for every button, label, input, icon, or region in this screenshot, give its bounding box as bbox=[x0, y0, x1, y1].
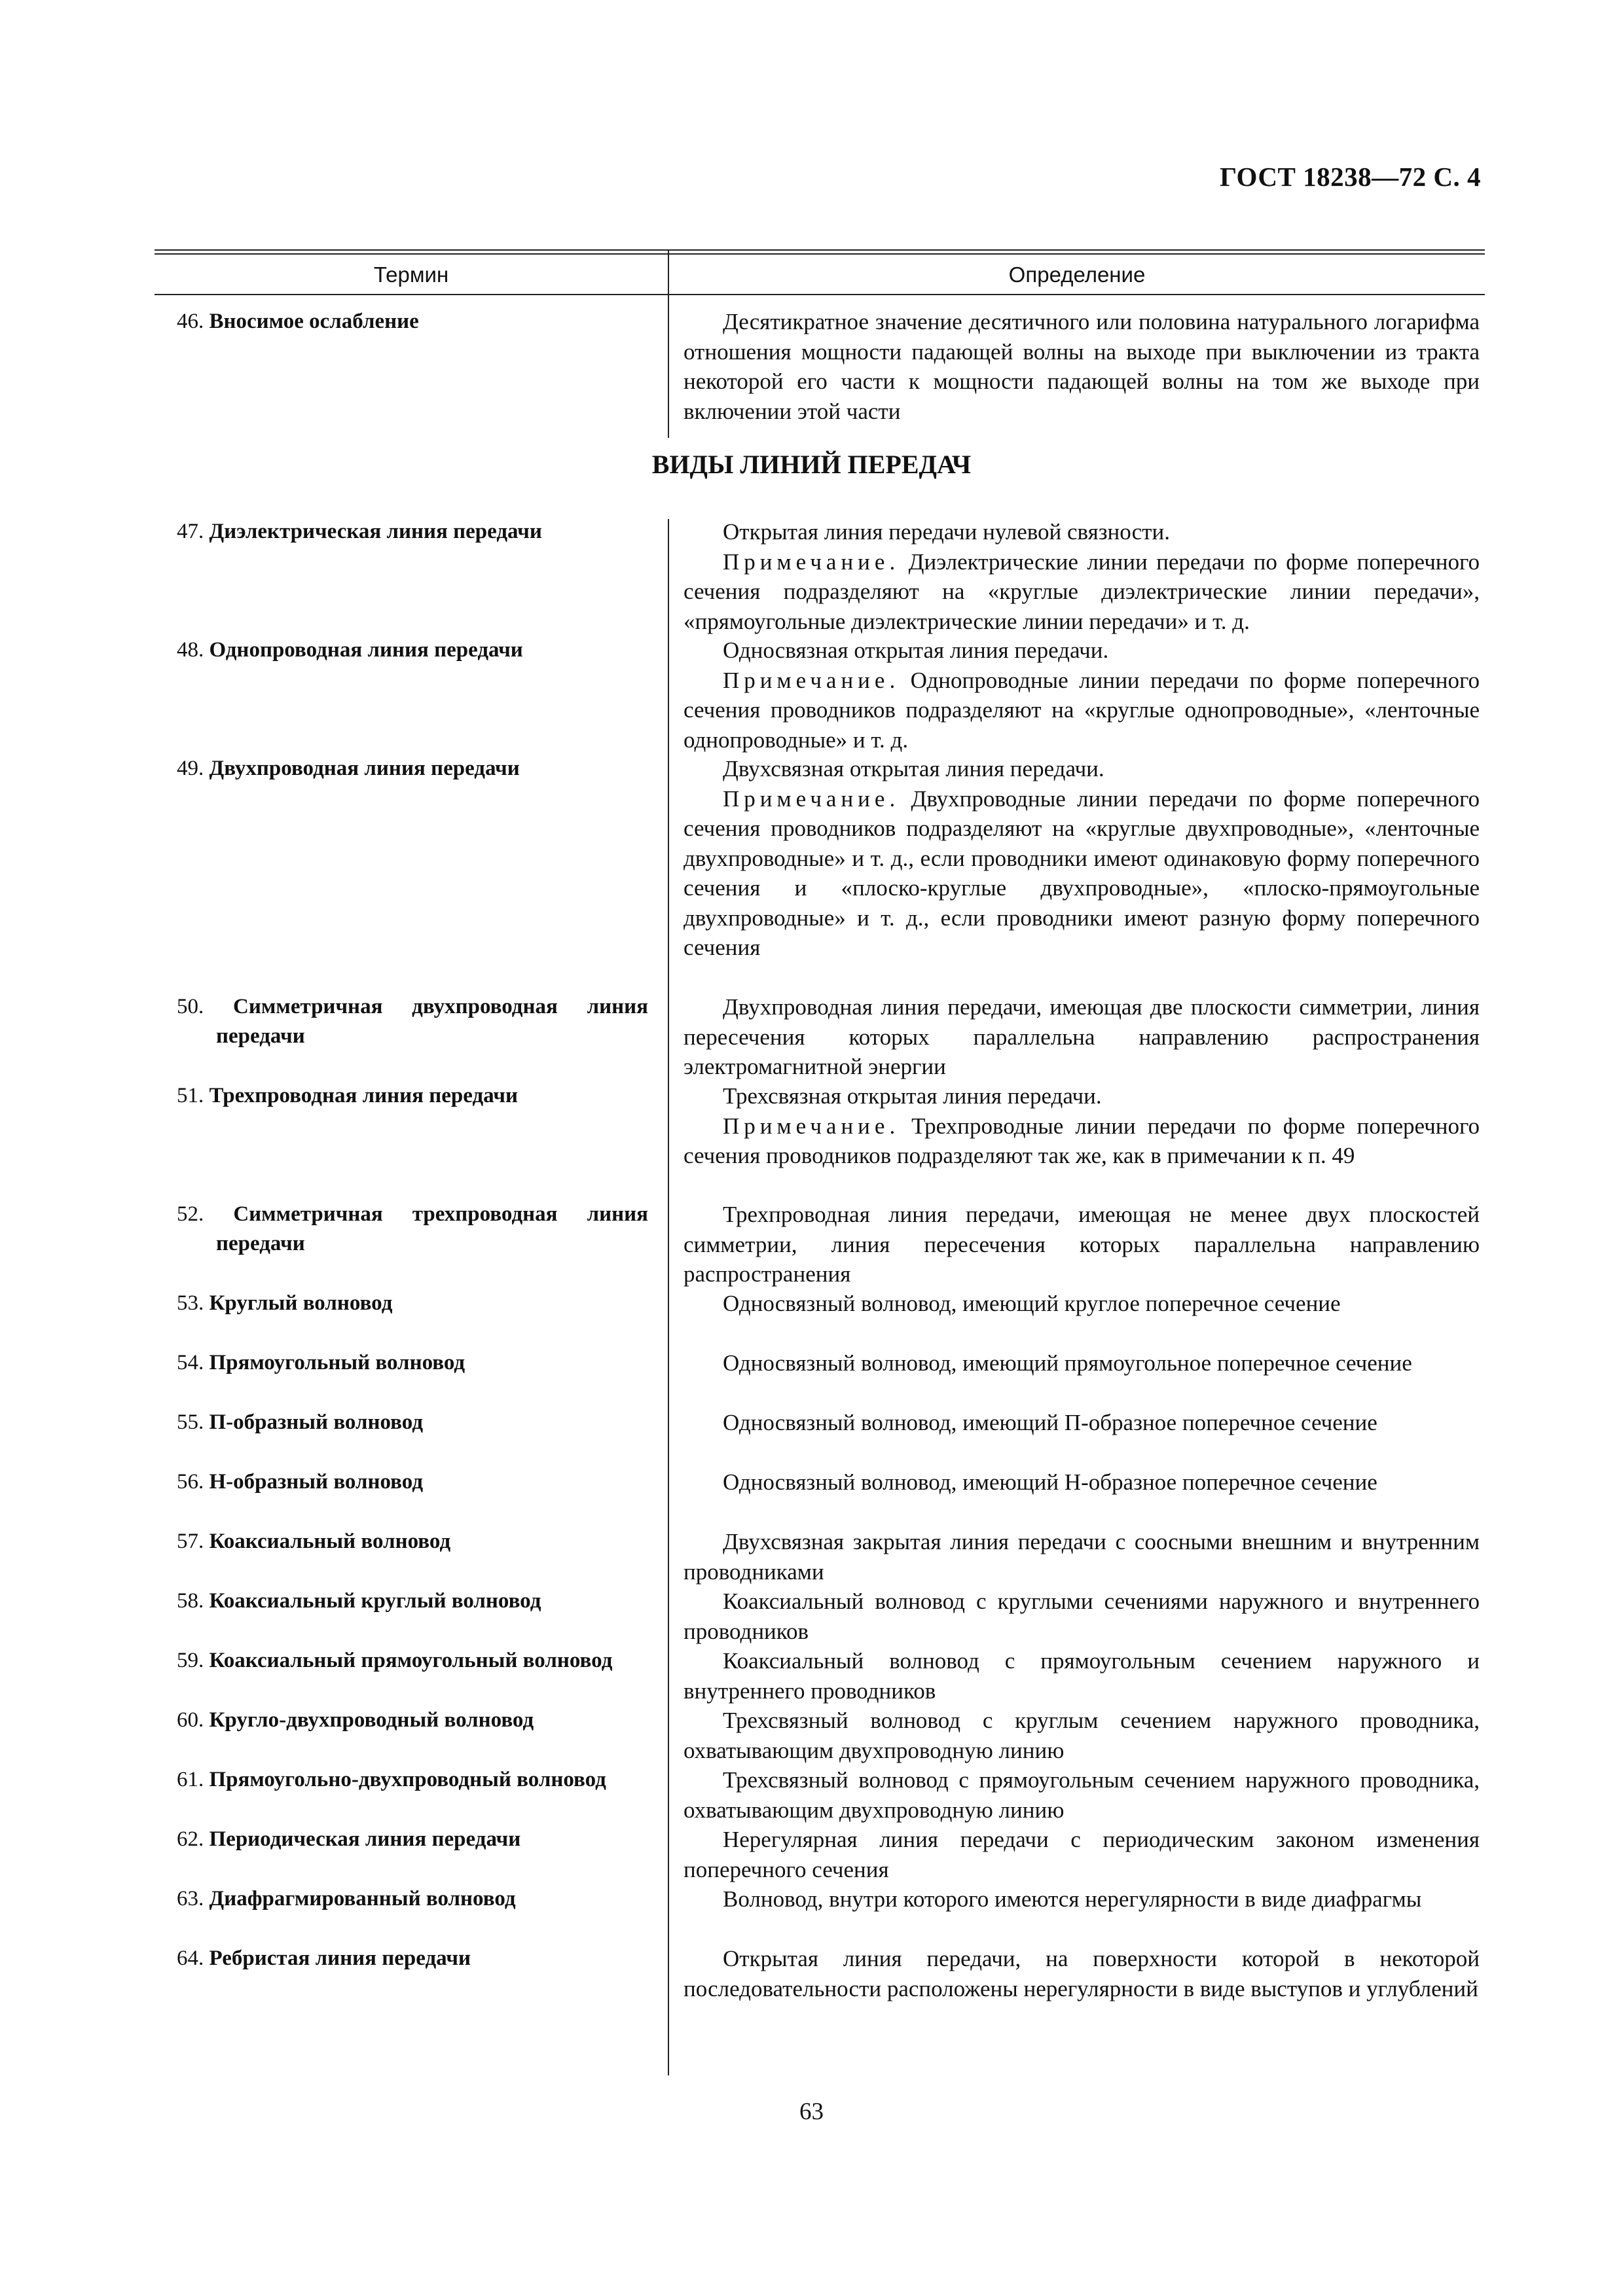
document-reference: ГОСТ 18238—72 С. 4 bbox=[1219, 162, 1481, 192]
definition-cell: Нерегулярная линия передачи с периодическим законом изменения поперечного сечения bbox=[684, 1827, 1480, 1882]
note-label: Примечание. bbox=[723, 667, 900, 693]
definition-cell: Волновод, внутри которого имеются нерегулярности в виде диафрагмы bbox=[723, 1886, 1422, 1912]
term-cell: 60. Кругло-двухпроводный волновод bbox=[177, 1708, 534, 1732]
definition-cell: Односвязный волновод, имеющий Н-образное поперечное сечение bbox=[723, 1469, 1377, 1495]
definition-cell: Двухпроводная линия передачи, имеющая две плоскости симметрии, линия пересечения которых параллельна направлению распространения электромагнитной энергии bbox=[684, 994, 1480, 1079]
term-cell: 51. Трехпроводная линия передачи bbox=[177, 1084, 518, 1107]
note-label: Примечание. bbox=[723, 548, 900, 575]
section-title: ВИДЫ ЛИНИЙ ПЕРЕДАЧ bbox=[651, 450, 972, 479]
term-cell: 54. Прямоугольный волновод bbox=[177, 1351, 465, 1374]
table-top-rule-double bbox=[155, 253, 1485, 255]
definition-cell: Односвязный волновод, имеющий прямоугольное поперечное сечение bbox=[723, 1350, 1412, 1376]
note-label: Примечание. bbox=[723, 785, 900, 812]
definition-cell: Двухсвязная закрытая линия передачи с соосными внешним и внутренним проводниками bbox=[684, 1529, 1480, 1585]
term-cell: 58. Коаксиальный круглый волновод bbox=[177, 1589, 541, 1613]
term-cell: 50. Симметричная двухпроводная линия передачи bbox=[177, 995, 648, 1048]
term-cell: 57. Коаксиальный волновод bbox=[177, 1530, 451, 1553]
note-label: Примечание. bbox=[723, 1113, 900, 1139]
term-cell: 55. П-образный волновод bbox=[177, 1410, 424, 1434]
terms-table bbox=[155, 249, 1485, 2075]
definition-cell: Коаксиальный волновод с круглыми сечениями наружного и внутреннего проводников bbox=[684, 1588, 1480, 1644]
definition-cell: Односвязный волновод, имеющий П-образное поперечное сечение bbox=[723, 1410, 1377, 1435]
definition-cell: Открытая линия передачи, на поверхности которой в некоторой последовательности расположены нерегулярности в виде выступов и углублений bbox=[684, 1946, 1480, 2001]
definition-cell: Двухсвязная открытая линия передачи. Примечание. Двухпроводные линии передачи по форме поперечного сечения проводников подразделяют на «круглые двухпроводные», «ленточные двухпроводные» и т. д., если проводники имеют одинаковую форму поперечного сечения и «плоско-круглые двухпроводные», «плоско-прямоугольные двухпроводные» и т. д., если проводники имеют разную форму поперечного сечения bbox=[684, 756, 1480, 960]
column-header-definition: Определение bbox=[1008, 262, 1146, 287]
term-cell: 53. Круглый волновод bbox=[177, 1291, 393, 1315]
term-cell: 64. Ребристая линия передачи bbox=[177, 1946, 471, 1970]
table-header-rule bbox=[155, 294, 1485, 295]
definition-cell: Открытая линия передачи нулевой связности. Примечание. Диэлектрические линии передачи по форме поперечного сечения подразделяют на «круглые диэлектрические линии передачи», «прямоугольные диэлектрические линии передачи» и т. д. bbox=[684, 519, 1480, 634]
definition-cell: Односвязная открытая линия передачи. Примечание. Однопроводные линии передачи по форме поперечного сечения проводников подразделяют на «круглые однопроводные», «ленточные однопроводные» и т. д. bbox=[684, 637, 1480, 753]
term-cell: 63. Диафрагмированный волновод bbox=[177, 1887, 516, 1910]
term-cell: 59. Коаксиальный прямоугольный волновод bbox=[177, 1649, 613, 1672]
definition-cell: Трехпроводная линия передачи, имеющая не менее двух плоскостей симметрии, линия пересечения которых параллельна направлению распространения bbox=[684, 1202, 1480, 1287]
term-cell: 46. Вносимое ослабление bbox=[177, 310, 419, 333]
column-divider bbox=[668, 519, 669, 2075]
definition-cell: Трехсвязный волновод с прямоугольным сечением наружного проводника, охватывающим двухпроводную линию bbox=[684, 1767, 1480, 1823]
term-cell: 56. Н-образный волновод bbox=[177, 1470, 424, 1494]
column-header-term: Термин bbox=[373, 262, 449, 287]
definition-cell: Трехсвязная открытая линия передачи. Примечание. Трехпроводные линии передачи по форме поперечного сечения проводников подразделяют так же, как в примечании к п. 49 bbox=[684, 1083, 1480, 1168]
table-top-rule bbox=[155, 249, 1485, 251]
term-cell: 61. Прямоугольно-двухпроводный волновод bbox=[177, 1768, 606, 1791]
definition-cell: Коаксиальный волновод с прямоугольным сечением наружного и внутреннего проводников bbox=[684, 1648, 1480, 1704]
page-number: 63 bbox=[799, 2098, 824, 2125]
definition-cell: Десятикратное значение десятичного или половина натурального логарифма отношения мощности падающей волны на выходе при выключении из тракта некоторой его части к мощности падающей волны на том же выходе при включении этой части bbox=[684, 309, 1480, 424]
term-cell: 47. Диэлектрическая линия передачи bbox=[177, 520, 542, 543]
term-cell: 52. Симметричная трехпроводная линия передачи bbox=[177, 1202, 648, 1255]
term-cell: 49. Двухпроводная линия передачи bbox=[177, 757, 520, 780]
term-cell: 62. Периодическая линия передачи bbox=[177, 1827, 521, 1851]
definition-cell: Трехсвязный волновод с круглым сечением наружного проводника, охватывающим двухпроводную линию bbox=[684, 1708, 1480, 1763]
definition-cell: Односвязный волновод, имеющий круглое поперечное сечение bbox=[723, 1291, 1341, 1316]
term-cell: 48. Однопроводная линия передачи bbox=[177, 638, 523, 662]
